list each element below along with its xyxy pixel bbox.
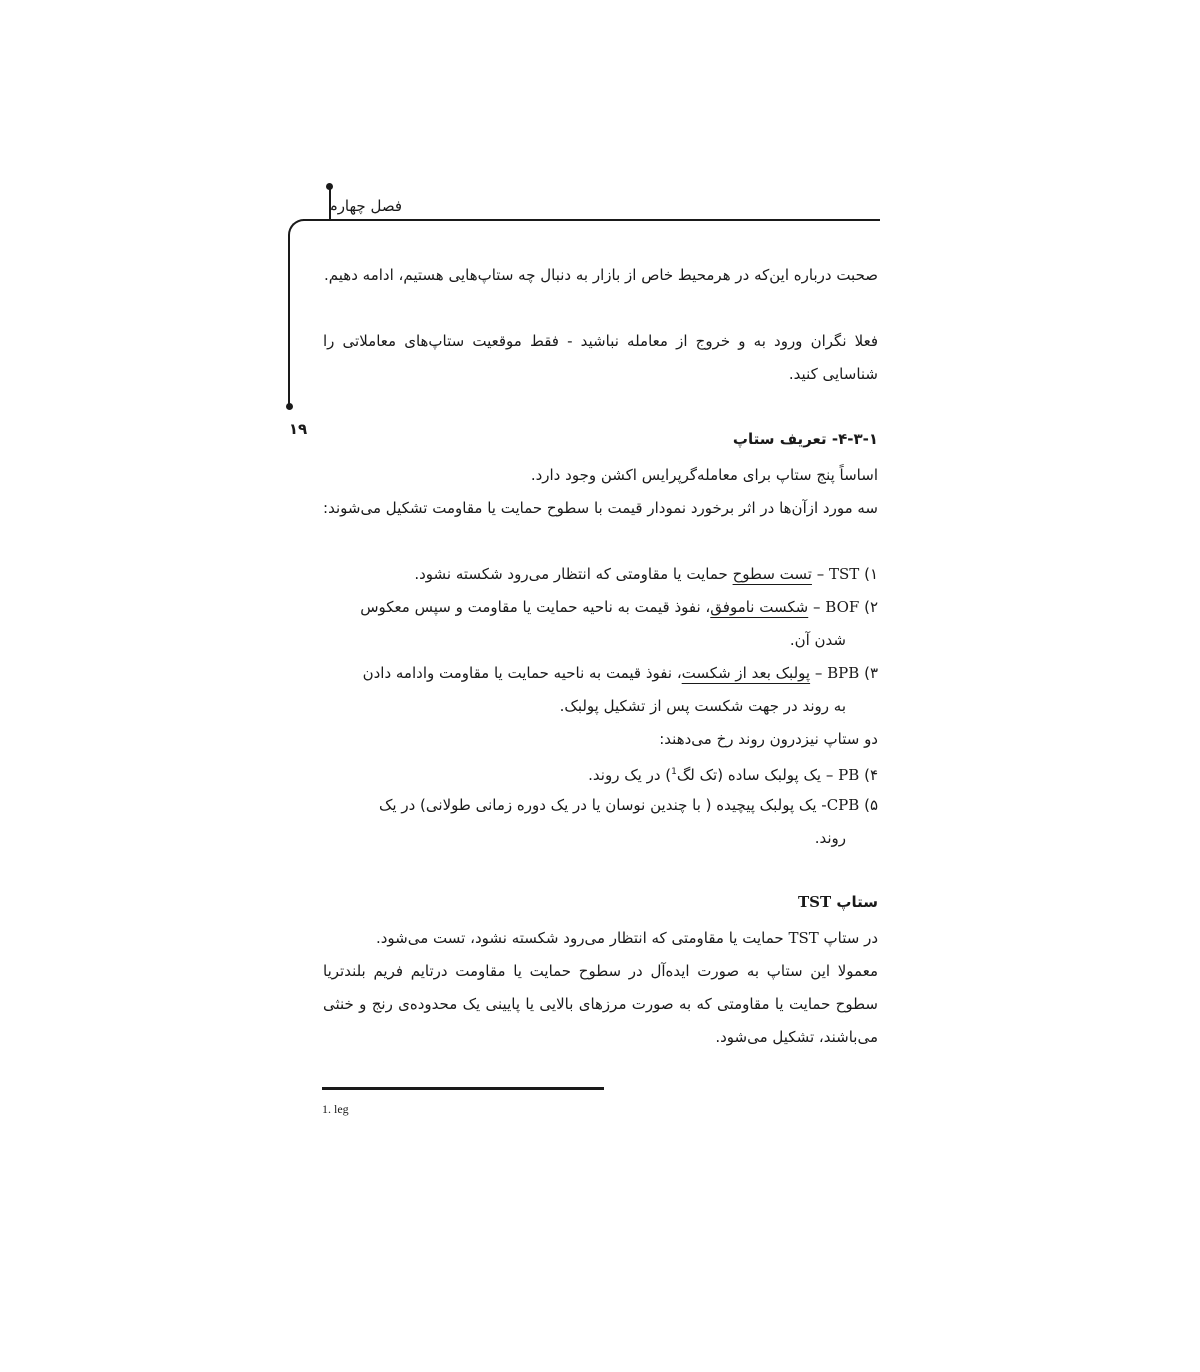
list-item-5: [323, 789, 878, 855]
frame-corner: [288, 219, 304, 237]
section1-paragraph-2: سه مورد ازآن‌ها در اثر برخورد نمودار قیمت با سطوح حمایت یا مقاومت تشکیل می‌شوند:: [323, 499, 878, 517]
heading-code: TST: [798, 893, 832, 911]
page-number: ۱۹: [288, 420, 308, 438]
item-text-end: ) در یک روند.: [588, 766, 672, 784]
dash: -: [821, 796, 827, 814]
setup-code: PB: [838, 766, 860, 784]
intro-paragraph-2: فعلا نگران ورود به و خروج از معامله نباشید - فقط موقعیت ستاپ‌های معاملاتی را شناسایی کنید.: [323, 332, 878, 383]
setup-code: CPB: [826, 796, 860, 814]
setup-code: BPB: [827, 664, 860, 682]
footnote-rule: [322, 1087, 604, 1090]
dash: –: [813, 598, 821, 616]
list-item-number: ۳): [864, 664, 878, 682]
setup-code: BOF: [825, 598, 860, 616]
frame-side-vertical: [288, 236, 290, 406]
setup-term: تست سطوح: [732, 565, 812, 583]
footnote-reference: 1: [671, 767, 677, 777]
list-item-4: [323, 756, 878, 792]
footnote: 1. leg: [322, 1102, 349, 1116]
text: در ستاپ: [823, 929, 878, 947]
list-item-number: ۲): [864, 598, 878, 616]
frame-header-rule: [303, 219, 880, 221]
intro-paragraph-1: صحبت درباره این‌که در هرمحیط خاص از بازار به دنبال چه ستاپ‌هایی هستیم، ادامه دهیم.: [324, 266, 878, 284]
list-item-3: [323, 657, 878, 723]
list-item-number: ۱): [864, 565, 878, 583]
setup-code: TST: [788, 929, 819, 947]
dash: –: [825, 766, 834, 784]
setup-term: شکست ناموفق: [710, 598, 809, 616]
item-continuation: روند.: [814, 829, 846, 847]
item-continuation: به روند در جهت شکست پس از تشکیل پولبک.: [559, 697, 846, 715]
dash: –: [814, 664, 823, 682]
item-text: یک پولبک ساده (تک لگ: [676, 766, 822, 784]
section-heading-setup-definition: ۴-۳-۱- تعریف ستاپ: [732, 430, 878, 448]
item-text: ، نفوذ قیمت به ناحیه حمایت یا مقاومت و سپس معکوس: [360, 598, 711, 616]
setup-term: پولبک بعد از شکست: [681, 664, 811, 682]
heading-text: ستاپ: [836, 893, 878, 911]
item-text: حمایت یا مقاومتی که انتظار می‌رود شکسته نشود.: [414, 565, 733, 583]
section2-paragraph-1: [376, 922, 878, 955]
item-text: یک پولبک پیچیده ( با چندین نوسان یا در یک دوره زمانی طولانی) در یک: [379, 796, 817, 814]
section-heading-tst: [798, 886, 878, 919]
setup-code: TST: [829, 565, 860, 583]
list-item-number: ۴): [864, 766, 878, 784]
dash: –: [816, 565, 825, 583]
section2-paragraph-2: معمولا این ستاپ به صورت ایده‌آل در سطوح حمایت یا مقاومت درتایم فریم بلندتریا سطوح حمایت یا مقاومتی که به صورت مرزهای بالایی یا پایینی یک محدوده‌ی رنج و خنثی می‌باشند، تشکیل می‌شود.: [323, 962, 878, 1046]
frame-bottom-dot: [286, 403, 293, 410]
item-continuation: شدن آن.: [789, 631, 846, 649]
text: حمایت یا مقاومتی که انتظار می‌رود شکسته نشود، تست می‌شود.: [375, 929, 784, 947]
list-item-2: [323, 591, 878, 657]
list-item-number: ۵): [864, 796, 878, 814]
chapter-title: فصل چهارم: [328, 197, 402, 215]
section1-paragraph-3: دو ستاپ نیزدرون روند رخ می‌دهند:: [659, 730, 878, 748]
item-text: ، نفوذ قیمت به ناحیه حمایت یا مقاومت وادامه دادن: [362, 664, 682, 682]
list-item-1: [323, 558, 878, 591]
section1-paragraph-1: اساساً پنج ستاپ برای معامله‌گرپرایس اکشن وجود دارد.: [530, 466, 878, 484]
